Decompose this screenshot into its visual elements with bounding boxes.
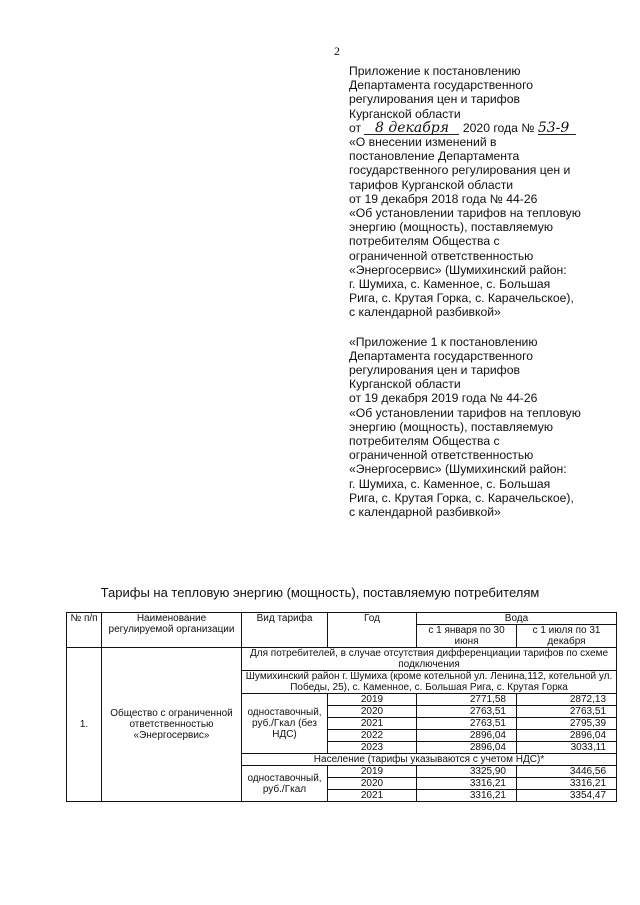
tariff-value: 3325,90	[417, 766, 517, 778]
appendix-block-current	[349, 64, 617, 320]
section-title: Население (тарифы указываются с учетом НДС)*	[242, 754, 617, 766]
year-cell: 2019	[328, 766, 417, 778]
appendix-line: государственного регулирования цен и	[349, 163, 571, 178]
appendix-line: Рига, с. Крутая Горка, с. Карачельское),	[349, 490, 574, 505]
appendix-line: Департамента государственного	[349, 348, 534, 363]
tariff-value: 2896,04	[517, 730, 617, 742]
appendix-line: с календарной разбивкой»	[349, 505, 501, 520]
header-year: Год	[328, 613, 417, 648]
year-cell: 2020	[328, 778, 417, 790]
tariff-value: 3354,47	[517, 790, 617, 802]
header-period-2: с 1 июля по 31 декабря	[517, 625, 617, 648]
appendix-line: Курганской области	[349, 377, 461, 392]
appendix-line: Департамента государственного	[349, 78, 534, 93]
appendix-line: от 19 декабря 2019 года № 44-26	[349, 391, 538, 406]
tariff-type-cell: одноставочный, руб./Гкал	[242, 766, 328, 802]
appendix-line: «О внесении изменений в	[349, 135, 497, 150]
tariff-value: 3316,21	[417, 790, 517, 802]
tariff-value: 2896,04	[417, 730, 517, 742]
header-org: Наименование регулируемой организации	[102, 613, 242, 648]
appendix-line: г. Шумиха, с. Каменное, с. Большая	[349, 277, 551, 292]
appendix-line: «Приложение 1 к постановлению	[349, 334, 538, 349]
appendix-line: «Энергосервис» (Шумихинский район:	[349, 262, 567, 277]
year-cell: 2019	[328, 694, 417, 706]
appendix-line: постановление Департамента	[349, 149, 520, 164]
header-tariff-type: Вид тарифа	[242, 613, 328, 648]
appendix-line: тарифов Курганской области	[349, 177, 514, 192]
handwritten-number: 53-9	[538, 122, 576, 135]
appendix-line: с календарной разбивкой»	[349, 305, 501, 320]
tariff-value: 3446,56	[517, 766, 617, 778]
appendix-block-original	[349, 335, 617, 520]
organization-name: Общество с ограниченной ответственностью «Энергосервис»	[102, 648, 242, 802]
tariff-table	[66, 612, 617, 802]
date-suffix: 2020 года №	[462, 120, 535, 135]
appendix-line: г. Шумиха, с. Каменное, с. Большая	[349, 476, 551, 491]
tariff-value: 2872,13	[517, 694, 617, 706]
appendix-line: регулирования цен и тарифов	[349, 363, 520, 378]
appendix-date-line	[349, 121, 617, 135]
header-water: Вода	[417, 613, 617, 625]
header-period-1: с 1 января по 30 июня	[417, 625, 517, 648]
tariff-value: 2763,51	[517, 706, 617, 718]
tariff-value: 2896,04	[417, 742, 517, 754]
tariff-value: 2795,39	[517, 718, 617, 730]
year-cell: 2021	[328, 790, 417, 802]
date-prefix: от	[349, 120, 362, 135]
appendix-line: энергию (мощность), поставляемую	[349, 220, 554, 235]
appendix-line: «Об установлении тарифов на тепловую	[349, 206, 581, 221]
tariff-value: 2763,51	[417, 706, 517, 718]
appendix-header	[349, 64, 617, 519]
header-num: № п/п	[67, 613, 102, 648]
year-cell: 2020	[328, 706, 417, 718]
appendix-line: Приложение к постановлению	[349, 64, 521, 78]
appendix-line: Курганской области	[349, 106, 461, 121]
appendix-line: от 19 декабря 2018 года № 44-26	[349, 191, 538, 206]
appendix-line: регулирования цен и тарифов	[349, 92, 520, 107]
tariff-value: 3033,11	[517, 742, 617, 754]
appendix-line: «Об установлении тарифов на тепловую	[349, 405, 581, 420]
tariff-type-cell: одноставочный, руб./Гкал (без НДС)	[242, 694, 328, 754]
year-cell: 2023	[328, 742, 417, 754]
section-title: Для потребителей, в случае отсутствия дифференциации тарифов по схеме подключения	[242, 648, 617, 671]
appendix-line: энергию (мощность), поставляемую	[349, 419, 554, 434]
handwritten-date: 8 декабря	[364, 122, 459, 135]
year-cell: 2022	[328, 730, 417, 742]
section-location: Шумихинский район г. Шумиха (кроме котельной ул. Ленина,112, котельной ул. Победы, 25), с. Каменное, с. Большая Рига, с. Крутая Горка	[242, 671, 617, 694]
tariff-value: 3316,21	[517, 778, 617, 790]
appendix-line: ограниченной ответственностью	[349, 448, 534, 463]
appendix-line: Рига, с. Крутая Горка, с. Карачельское),	[349, 291, 574, 306]
tariff-value: 2771,58	[417, 694, 517, 706]
appendix-line: потребителям Общества с	[349, 234, 500, 249]
table-title: Тарифы на тепловую энергию (мощность), поставляемую потребителям	[100, 585, 540, 600]
appendix-line: потребителям Общества с	[349, 434, 500, 449]
tariff-value: 2763,51	[417, 718, 517, 730]
appendix-line: ограниченной ответственностью	[349, 248, 534, 263]
row-number: 1.	[67, 648, 102, 802]
year-cell: 2021	[328, 718, 417, 730]
tariff-value: 3316,21	[417, 778, 517, 790]
page-number: 2	[334, 44, 340, 58]
appendix-line: «Энергосервис» (Шумихинский район:	[349, 462, 567, 477]
